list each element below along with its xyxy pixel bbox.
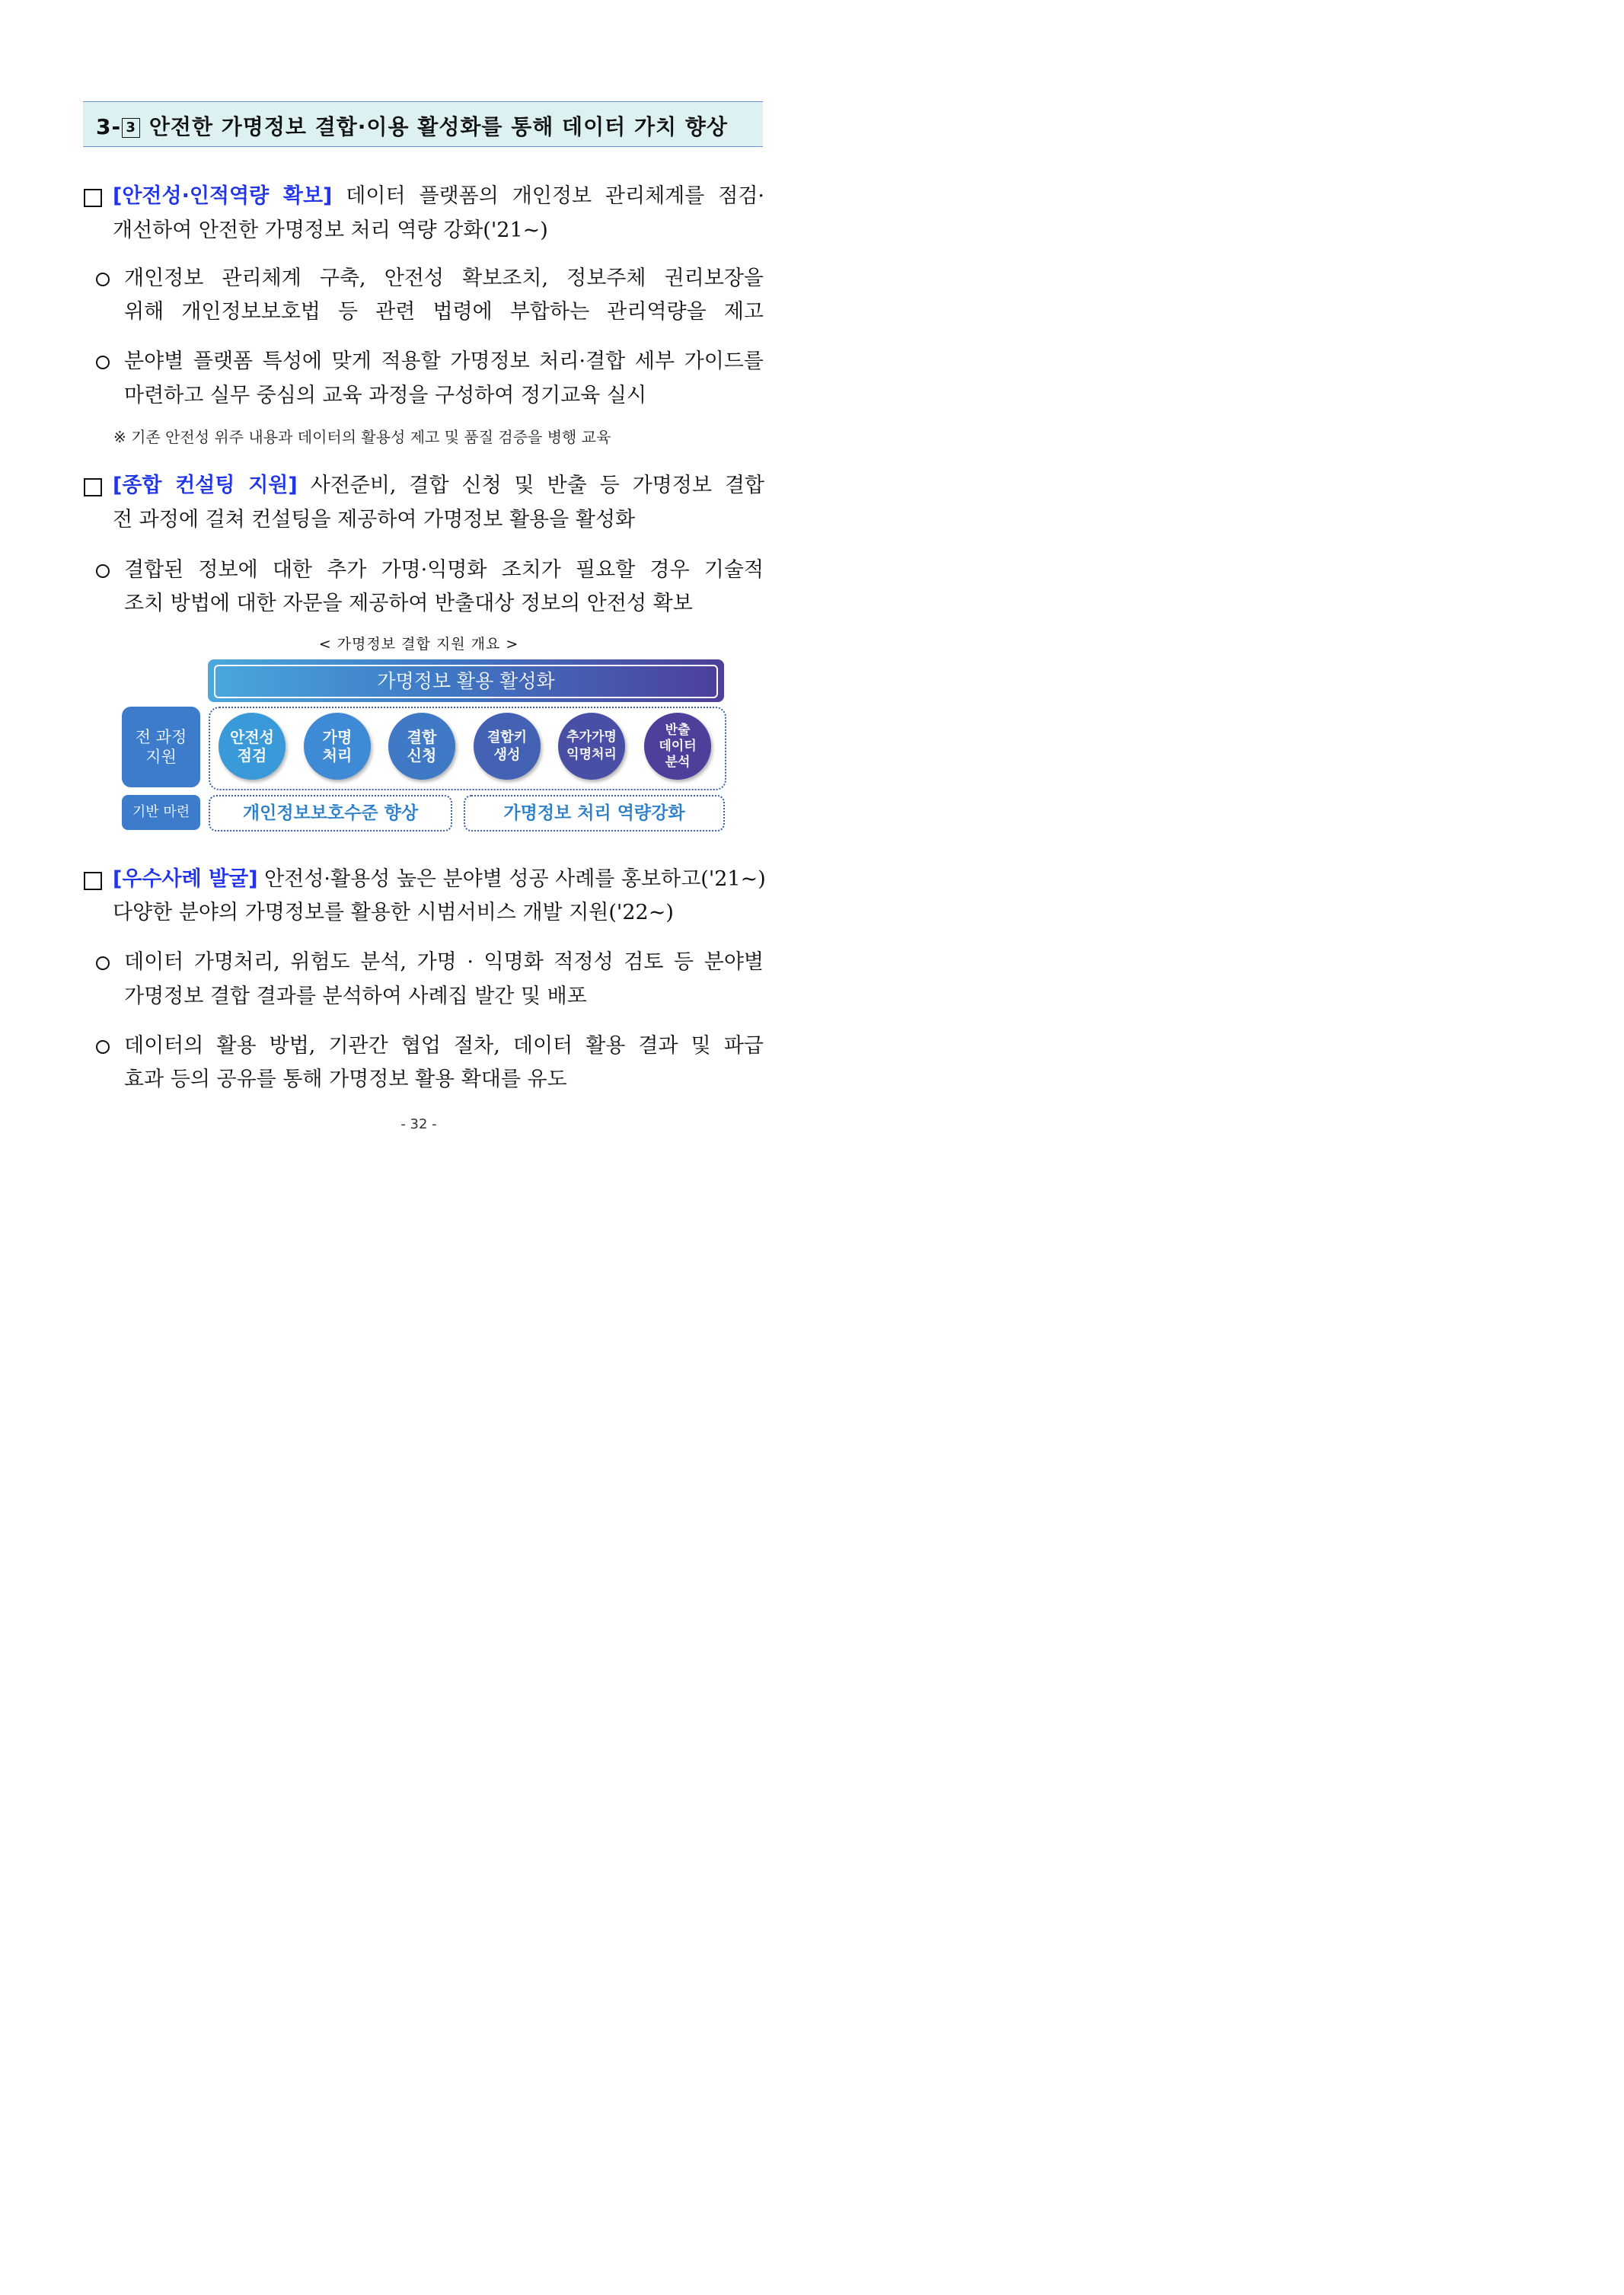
item1-keyword: [안전성·인적역량 확보] <box>113 184 333 208</box>
diagram-banner-label: 가명정보 활용 활성화 <box>214 665 718 698</box>
diagram-step-5 <box>558 713 625 780</box>
diagram-left-label <box>122 707 200 787</box>
bullet-circle-icon <box>96 356 110 369</box>
diagram-base-item-2: 가명정보 처리 역량강화 <box>464 795 725 831</box>
step-label: 안전성 <box>230 728 274 746</box>
step-label: 데이터 <box>659 738 697 754</box>
bullet-circle-icon <box>96 564 110 578</box>
diagram-left-label-line1: 전 과정 <box>135 728 187 746</box>
bullet-circle-icon <box>96 1040 110 1054</box>
diagram-step-6 <box>644 713 711 780</box>
item1-sub1-line1: 개인정보 관리체계 구축, 안전성 확보조치, 정보주체 권리보장을 <box>124 267 764 290</box>
item2-line2: 전 과정에 걸쳐 컨설팅을 제공하여 가명정보 활용을 활성화 <box>113 508 636 531</box>
diagram-step-1 <box>219 713 286 780</box>
diagram-base-label: 기반 마련 <box>122 795 200 830</box>
item1-note: ※ 기존 안전성 위주 내용과 데이터의 활용성 제고 및 품질 검증을 병행 교육 <box>113 428 611 446</box>
item3-sub1-line2: 가명정보 결합 결과를 분석하여 사례집 발간 및 배포 <box>124 985 587 1008</box>
checkbox-square-icon <box>84 872 102 890</box>
page-number: - 32 - <box>400 1116 437 1132</box>
step-label: 결합 <box>407 728 437 746</box>
step-label: 가명 <box>322 728 353 746</box>
item1-sub2-line2: 마련하고 실무 중심의 교육 과정을 구성하여 정기교육 실시 <box>124 384 647 407</box>
diagram-step-4 <box>474 713 541 780</box>
bullet-circle-icon <box>96 956 110 970</box>
checkbox-square-icon <box>84 189 102 207</box>
diagram-caption: < 가명정보 결합 지원 개요 > <box>318 636 519 653</box>
item2-line1-text: 사전준비, 결합 신청 및 반출 등 가명정보 결합 <box>297 474 764 497</box>
step-label: 생성 <box>493 747 521 763</box>
step-label: 추가가명 <box>566 729 617 745</box>
item3-sub2-line1: 데이터의 활용 방법, 기관간 협업 절차, 데이터 활용 결과 및 파급 <box>124 1034 764 1058</box>
bullet-circle-icon <box>96 273 110 286</box>
item1-sub1-line2: 위해 개인정보보호법 등 관련 법령에 부합하는 관리역량을 제고 <box>124 300 764 324</box>
diagram-left-label-line2: 지원 <box>145 748 177 766</box>
checkbox-square-icon <box>84 478 102 496</box>
step-label: 점검 <box>237 746 267 764</box>
item2-sub1-line1: 결합된 정보에 대한 추가 가명·익명화 조치가 필요할 경우 기술적 <box>124 558 764 582</box>
item1-sub2-line1: 분야별 플랫폼 특성에 맞게 적용할 가명정보 처리·결합 세부 가이드를 <box>124 350 764 373</box>
step-label: 반출 <box>665 722 691 738</box>
item3-line1-text: 안전성·활용성 높은 분야별 성공 사례를 홍보하고('21~) <box>257 867 766 891</box>
section-number-prefix: 3- <box>96 114 122 139</box>
item1-line1-text: 데이터 플랫폼의 개인정보 관리체계를 점검· <box>332 184 764 208</box>
item3-sub1-line1: 데이터 가명처리, 위험도 분석, 가명 · 익명화 적정성 검토 등 분야별 <box>124 950 764 974</box>
section-number-box: 3 <box>122 118 140 138</box>
section-title-text: 안전한 가명정보 결합·이용 활성화를 통해 데이터 가치 향상 <box>148 114 728 139</box>
item1-line1 <box>113 184 764 209</box>
item3-line2: 다양한 분야의 가명정보를 활용한 시범서비스 개발 지원('22~) <box>113 901 674 924</box>
item3-line1 <box>113 867 764 892</box>
item1-line2: 개선하여 안전한 가명정보 처리 역량 강화('21~) <box>113 219 548 242</box>
diagram-step-3 <box>388 713 455 780</box>
section-title <box>96 110 728 141</box>
item3-keyword: [우수사례 발굴] <box>113 867 258 891</box>
step-label: 신청 <box>407 746 437 764</box>
item2-sub1-line2: 조치 방법에 대한 자문을 제공하여 반출대상 정보의 안전성 확보 <box>124 592 693 615</box>
step-label: 처리 <box>322 746 353 764</box>
step-label: 익명처리 <box>566 747 617 762</box>
diagram-base-item-1: 개인정보보호수준 향상 <box>209 795 452 831</box>
item2-keyword: [종합 컨설팅 지원] <box>113 474 298 497</box>
step-label: 분석 <box>665 754 691 770</box>
diagram-step-2 <box>304 713 371 780</box>
item3-sub2-line2: 효과 등의 공유를 통해 가명정보 활용 확대를 유도 <box>124 1068 567 1091</box>
step-label: 결합키 <box>487 729 528 745</box>
item2-line1 <box>113 473 764 499</box>
